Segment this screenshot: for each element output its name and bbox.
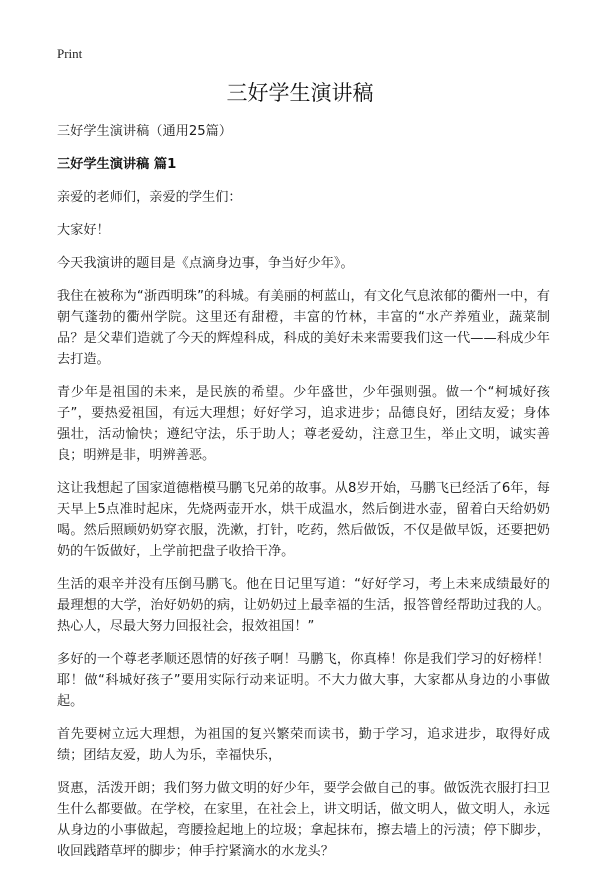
paragraph: 多好的一个尊老孝顺还恩情的好孩子啊！马鹏飞，你真棒！你是我们学习的好榜样！耶！做“科城好孩子”要用实际行动来证明。不大力做大事，大家都从身边的小事做起。 [57, 652, 550, 709]
paragraph: 大家好！ [57, 223, 110, 238]
paragraph: 贤惠，活泼开朗；我们努力做文明的好少年，要学会做自己的事。做饭洗衣服打扫卫生什么都要做。在学校，在家里，在社会上，讲文明话，做文明人，做文明人，永远从身边的小事做起，弯腰捡起地上的垃圾；拿起抹布，擦去墙上的污渍；停下脚步，收回践踏草坪的脚步；伸手拧紧滴水的水龙头？ [57, 781, 550, 859]
subtitle: 三好学生演讲稿（通用25篇） [57, 124, 233, 139]
page-title: 三好学生演讲稿 [226, 81, 374, 105]
paragraph: 今天我演讲的题目是《点滴身边事，争当好少年》。 [57, 256, 354, 271]
document-body [57, 121, 550, 874]
paragraph: 首先要树立远大理想，为祖国的复兴繁荣而读书，勤于学习，追求进步，取得好成绩；团结友爱，助人为乐，幸福快乐， [57, 727, 550, 763]
paragraph: 我住在被称为“浙西明珠”的科城。有美丽的柯蓝山，有文化气息浓郁的衢州一中，有朝气蓬勃的衢州学院。这里还有甜橙，丰富的竹林，丰富的“水产养殖业，蔬菜制品？是父辈们造就了今天的辉煌科成，科成的美好未来需要我们这一代——科成少年去打造。 [57, 289, 550, 367]
print-link[interactable]: Print [57, 46, 83, 61]
paragraph: 青少年是祖国的未来，是民族的希望。少年盛世，少年强则强。做一个“柯城好孩子”，要热爱祖国，有远大理想；好好学习，追求进步；品德良好，团结友爱；身体强壮，活动愉快；遵纪守法，乐于助人；尊老爱幼，注意卫生，举止文明，诚实善良；明辨是非，明辨善恶。 [57, 385, 550, 463]
paragraph: 生活的艰辛并没有压倒马鹏飞。他在日记里写道：“好好学习，考上未来成绩最好的最理想的大学，治好奶奶的病，让奶奶过上最幸福的生活，报答曾经帮助过我的人。热心人，尽最大努力回报社会，报效祖国！” [57, 577, 550, 634]
section-heading: 三好学生演讲稿 篇1 [57, 157, 177, 172]
paragraph: 这让我想起了国家道德楷模马鹏飞兄弟的故事。从8岁开始，马鹏飞已经活了6年，每天早上5点准时起床，先烧两壶开水，烘干成温水，然后倒进水壶，留着白天给奶奶喝。然后照顾奶奶穿衣服，洗漱，打针，吃药，然后做饭，不仅是做早饭，还要把奶奶的午饭做好，上学前把盘子收拾干净。 [57, 481, 550, 559]
paragraph: 亲爱的老师们，亲爱的学生们： [57, 190, 242, 205]
